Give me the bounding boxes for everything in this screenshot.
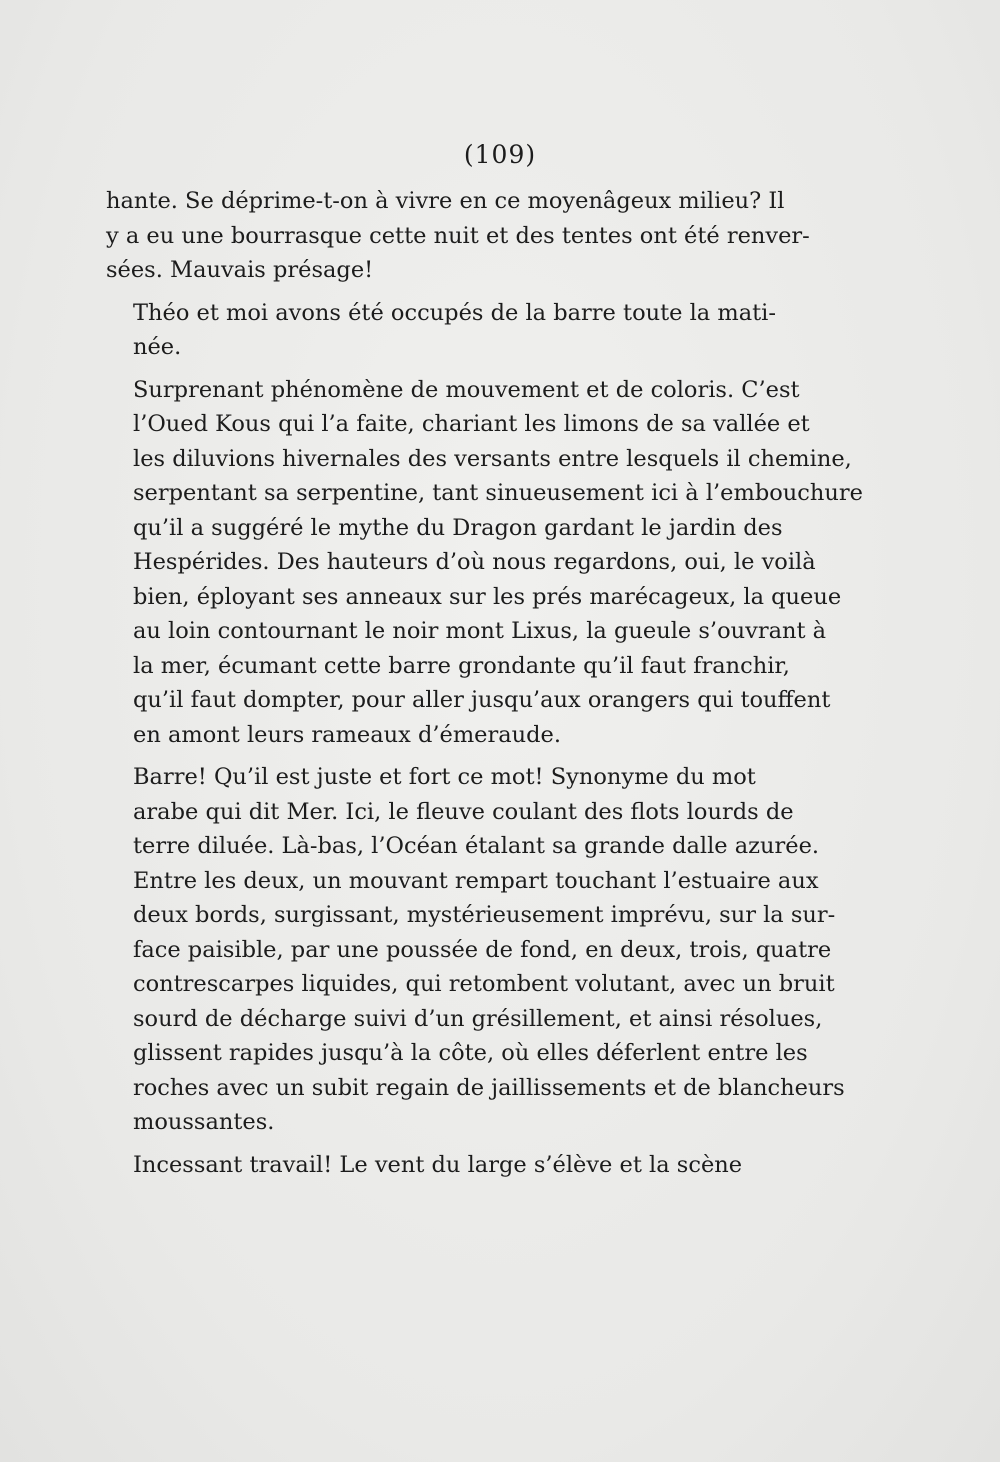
text-line: glissent rapides jusqu’à la côte, où elles déferlent entre les	[133, 1040, 808, 1066]
text-line: serpentant sa serpentine, tant sinueusement ici à l’embouchure	[133, 480, 863, 506]
text-line: qu’il a suggéré le mythe du Dragon gardant le jardin des	[133, 514, 783, 541]
text-line: Entre les deux, un mouvant rempart touchant l’estuaire aux	[133, 867, 819, 894]
text-line: les diluvions hivernales des versants entre lesquels il chemine,	[133, 445, 852, 472]
text-line: moussantes.	[133, 1109, 275, 1135]
text-line: Théo et moi avons été occupés de la barre toute la mati-	[133, 299, 776, 326]
text-line: Incessant travail! Le vent du large s’élève et la scène	[133, 1151, 743, 1178]
text-line: bien, éployant ses anneaux sur les prés marécageux, la queue	[133, 583, 842, 610]
text-line: sourd de décharge suivi d’un grésillement, et ainsi résolues,	[133, 1005, 823, 1032]
text-line: née.	[133, 334, 182, 360]
text-line: la mer, écumant cette barre grondante qu’il faut franchir,	[133, 652, 790, 679]
text-line: Barre! Qu’il est juste et fort ce mot! Synonyme du mot	[133, 764, 756, 790]
text-line: terre diluée. Là-bas, l’Océan étalant sa grande dalle azurée.	[133, 833, 820, 859]
text-line: arabe qui dit Mer. Ici, le fleuve coulant des flots lourds de	[133, 798, 794, 825]
paragraph	[106, 184, 810, 288]
text-line: deux bords, surgissant, mystérieusement imprévu, sur la sur-	[133, 902, 836, 928]
page-number: (109)	[463, 140, 537, 169]
text-line: face paisible, par une poussée de fond, en deux, trois, quatre	[133, 936, 832, 963]
paragraph	[106, 1148, 743, 1183]
paragraph	[106, 296, 776, 365]
paragraph	[106, 373, 863, 753]
text-line: Hespérides. Des hauteurs d’où nous regardons, oui, le voilà	[133, 549, 816, 575]
text-line: hante. Se déprime-t-on à vivre en ce moyenâgeux milieu? Il	[106, 188, 785, 214]
text-line: roches avec un subit regain de jaillissements et de blancheurs	[133, 1074, 845, 1101]
text-line: sées. Mauvais présage!	[106, 257, 374, 283]
text-line: qu’il faut dompter, pour aller jusqu’aux orangers qui touffent	[133, 687, 831, 713]
paragraph	[106, 760, 845, 1140]
text-line: au loin contournant le noir mont Lixus, la gueule s’ouvrant à	[133, 618, 827, 644]
body-text	[106, 184, 863, 1182]
text-line: Surprenant phénomène de mouvement et de coloris. C’est	[133, 376, 800, 403]
text-line: contrescarpes liquides, qui retombent volutant, avec un bruit	[133, 971, 835, 997]
text-line: en amont leurs rameaux d’émeraude.	[133, 721, 562, 748]
text-line: y a eu une bourrasque cette nuit et des tentes ont été renver-	[106, 222, 810, 249]
text-line: l’Oued Kous qui l’a faite, chariant les limons de sa vallée et	[133, 411, 810, 437]
